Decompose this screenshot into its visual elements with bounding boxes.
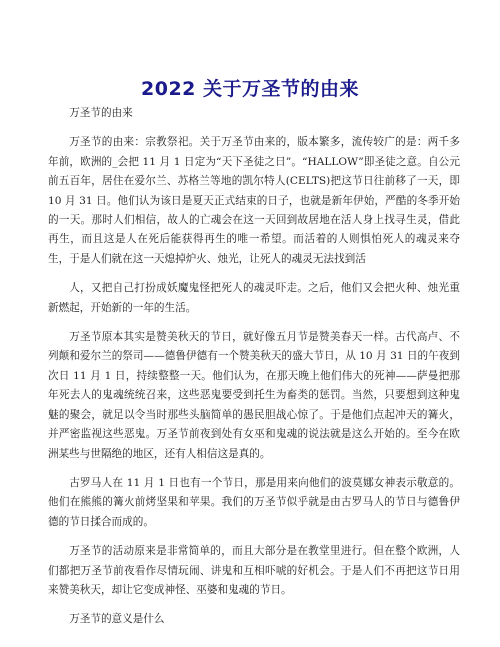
paragraph-autumn-festival: 万圣节原本其实是赞美秋天的节日，就好像五月节是赞美春天一样。古代高卢、不列颠和爱尔兰的祭司——德鲁伊德有一个赞美秋天的盛大节日，从 10 月 31 日的午夜到次日 11 月 1 日，持续整整一天。他们认为，在那天晚上他们伟大的死神——萨曼把那年死去人的鬼魂统统召来，这些恶鬼要受到托生为畜类的惩罚。当然，只要想到这种鬼魅的聚会，就足以令当时那些头脑简单的愚民胆战心惊了。于是他们点起冲天的篝火，并严密监视这些恶鬼。万圣节前夜到处有女巫和鬼魂的说法就是这么开始的。至今在欧洲某些与世隔绝的地区，还有人相信这是真的。: [48, 331, 460, 460]
paragraph-roman-festival: 古罗马人在 11 月 1 日也有一个节日，那是用来向他们的波莫娜女神表示敬意的。他们在熊熊的篝火前烤坚果和苹果。我们的万圣节似乎就是由古罗马人的节日与德鲁伊德的节日揉合而成的。: [48, 476, 460, 528]
paragraph-continuation: 人，又把自己打扮成妖魔鬼怪把死人的魂灵吓走。之后，他们又会把火种、烛光重新燃起，开始新的一年的生活。: [48, 282, 460, 314]
document-body: [48, 104, 460, 640]
section-heading: 万圣节的由来: [69, 107, 133, 119]
document-title: 2022 关于万圣节的由来: [141, 78, 359, 100]
section-heading-meaning: 万圣节的意义是什么: [69, 613, 165, 626]
paragraph-activities: 万圣节的活动原来是非常简单的，而且大部分是在教堂里进行。但在整个欧洲，人们都把万圣节前夜看作尽情玩闹、讲鬼和互相吓唬的好机会。于是人们不再把这节日用来赞美秋天，却让它变成神怪、巫婆和鬼魂的节日。: [48, 545, 460, 596]
paragraph-origin: 万圣节的由来：宗教祭祀。关于万圣节由来的，版本繁多，流传较广的是：两千多年前，欧洲的_会把 11 月 1 日定为“天下圣徒之日”。“HALLOW”即圣徒之意。自公元前五百年，居住在爱尔兰、苏格兰等地的凯尔特人(CELTS)把这节日往前移了一天，即 10 月 31 日。他们认为该日是夏天正式结束的日子，也就是新年伊始，严酷的冬季开始的一天。那时人们相信，故人的亡魂会在这一天回到故居地在活人身上找寻生灵，借此再生，而且这是人在死后能获得再生的唯一希望。而活着的人则惧怕死人的魂灵来夺生，于是人们就在这一天熄掉炉火、烛光，让死人的魂灵无法找到活: [48, 136, 460, 265]
